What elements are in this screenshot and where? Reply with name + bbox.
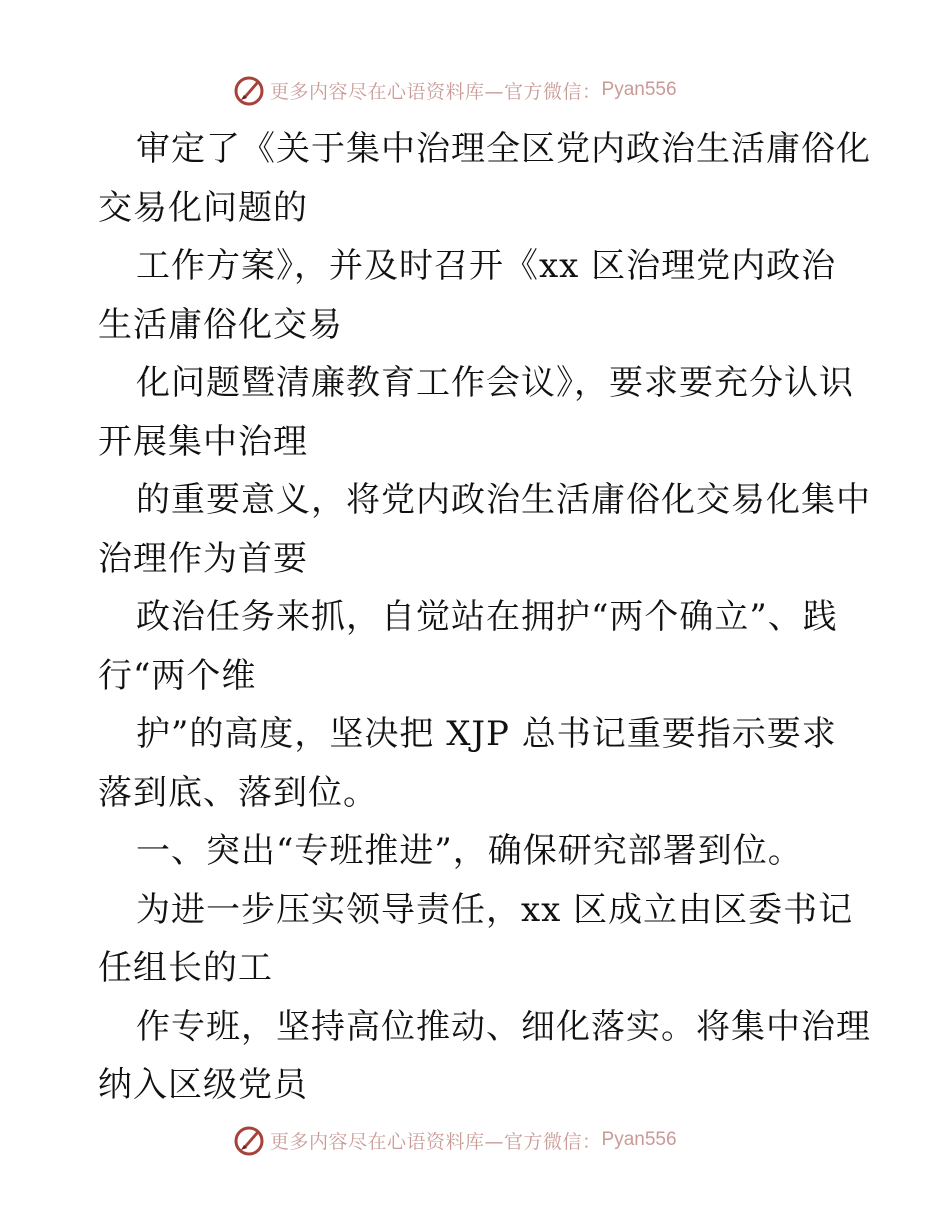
text-line: 的重要意义，将党内政治生活庸俗化交易化集中: [136, 480, 871, 520]
text-line: 落到底、落到位。: [98, 772, 378, 813]
text-line: 政治任务来抓，自觉站在拥护“两个确立”、践: [136, 597, 838, 637]
section-heading: 一、突出“专班推进”，确保研究部署到位。: [136, 831, 803, 871]
text-line: 交易化问题的: [98, 187, 308, 228]
header-watermark: [232, 72, 677, 108]
watermark-text: 更多内容尽在心语资料库—官方微信：: [270, 80, 602, 103]
feather-pen-circle-icon: [232, 73, 266, 107]
document-body: [98, 120, 871, 1115]
text-line: 护”的高度，坚决把 XJP 总书记重要指示要求: [136, 714, 837, 754]
text-line: 作专班，坚持高位推动、细化落实。将集中治理: [136, 1006, 871, 1047]
text-line: 为进一步压实领导责任，xx 区成立由区委书记: [136, 889, 854, 930]
text-line: 治理作为首要: [98, 538, 308, 579]
watermark-text: 更多内容尽在心语资料库—官方微信：: [270, 1130, 602, 1153]
text-line: 纳入区级党员: [98, 1065, 308, 1105]
text-line: 生活庸俗化交易: [98, 304, 343, 345]
footer-watermark: [232, 1122, 677, 1158]
text-line: 开展集中治理: [98, 421, 308, 462]
text-line: 化问题暨清廉教育工作会议》，要求要充分认识: [136, 363, 854, 403]
text-line: 任组长的工: [98, 948, 273, 988]
text-line: 工作方案》，并及时召开《xx 区治理党内政治: [136, 246, 837, 286]
text-line: 审定了《关于集中治理全区党内政治生活庸俗化: [136, 129, 871, 169]
watermark-account: Pyan556: [601, 79, 677, 100]
text-line: 行“两个维: [98, 655, 257, 696]
feather-pen-circle-icon: [232, 1123, 266, 1157]
watermark-account: Pyan556: [601, 1129, 677, 1150]
